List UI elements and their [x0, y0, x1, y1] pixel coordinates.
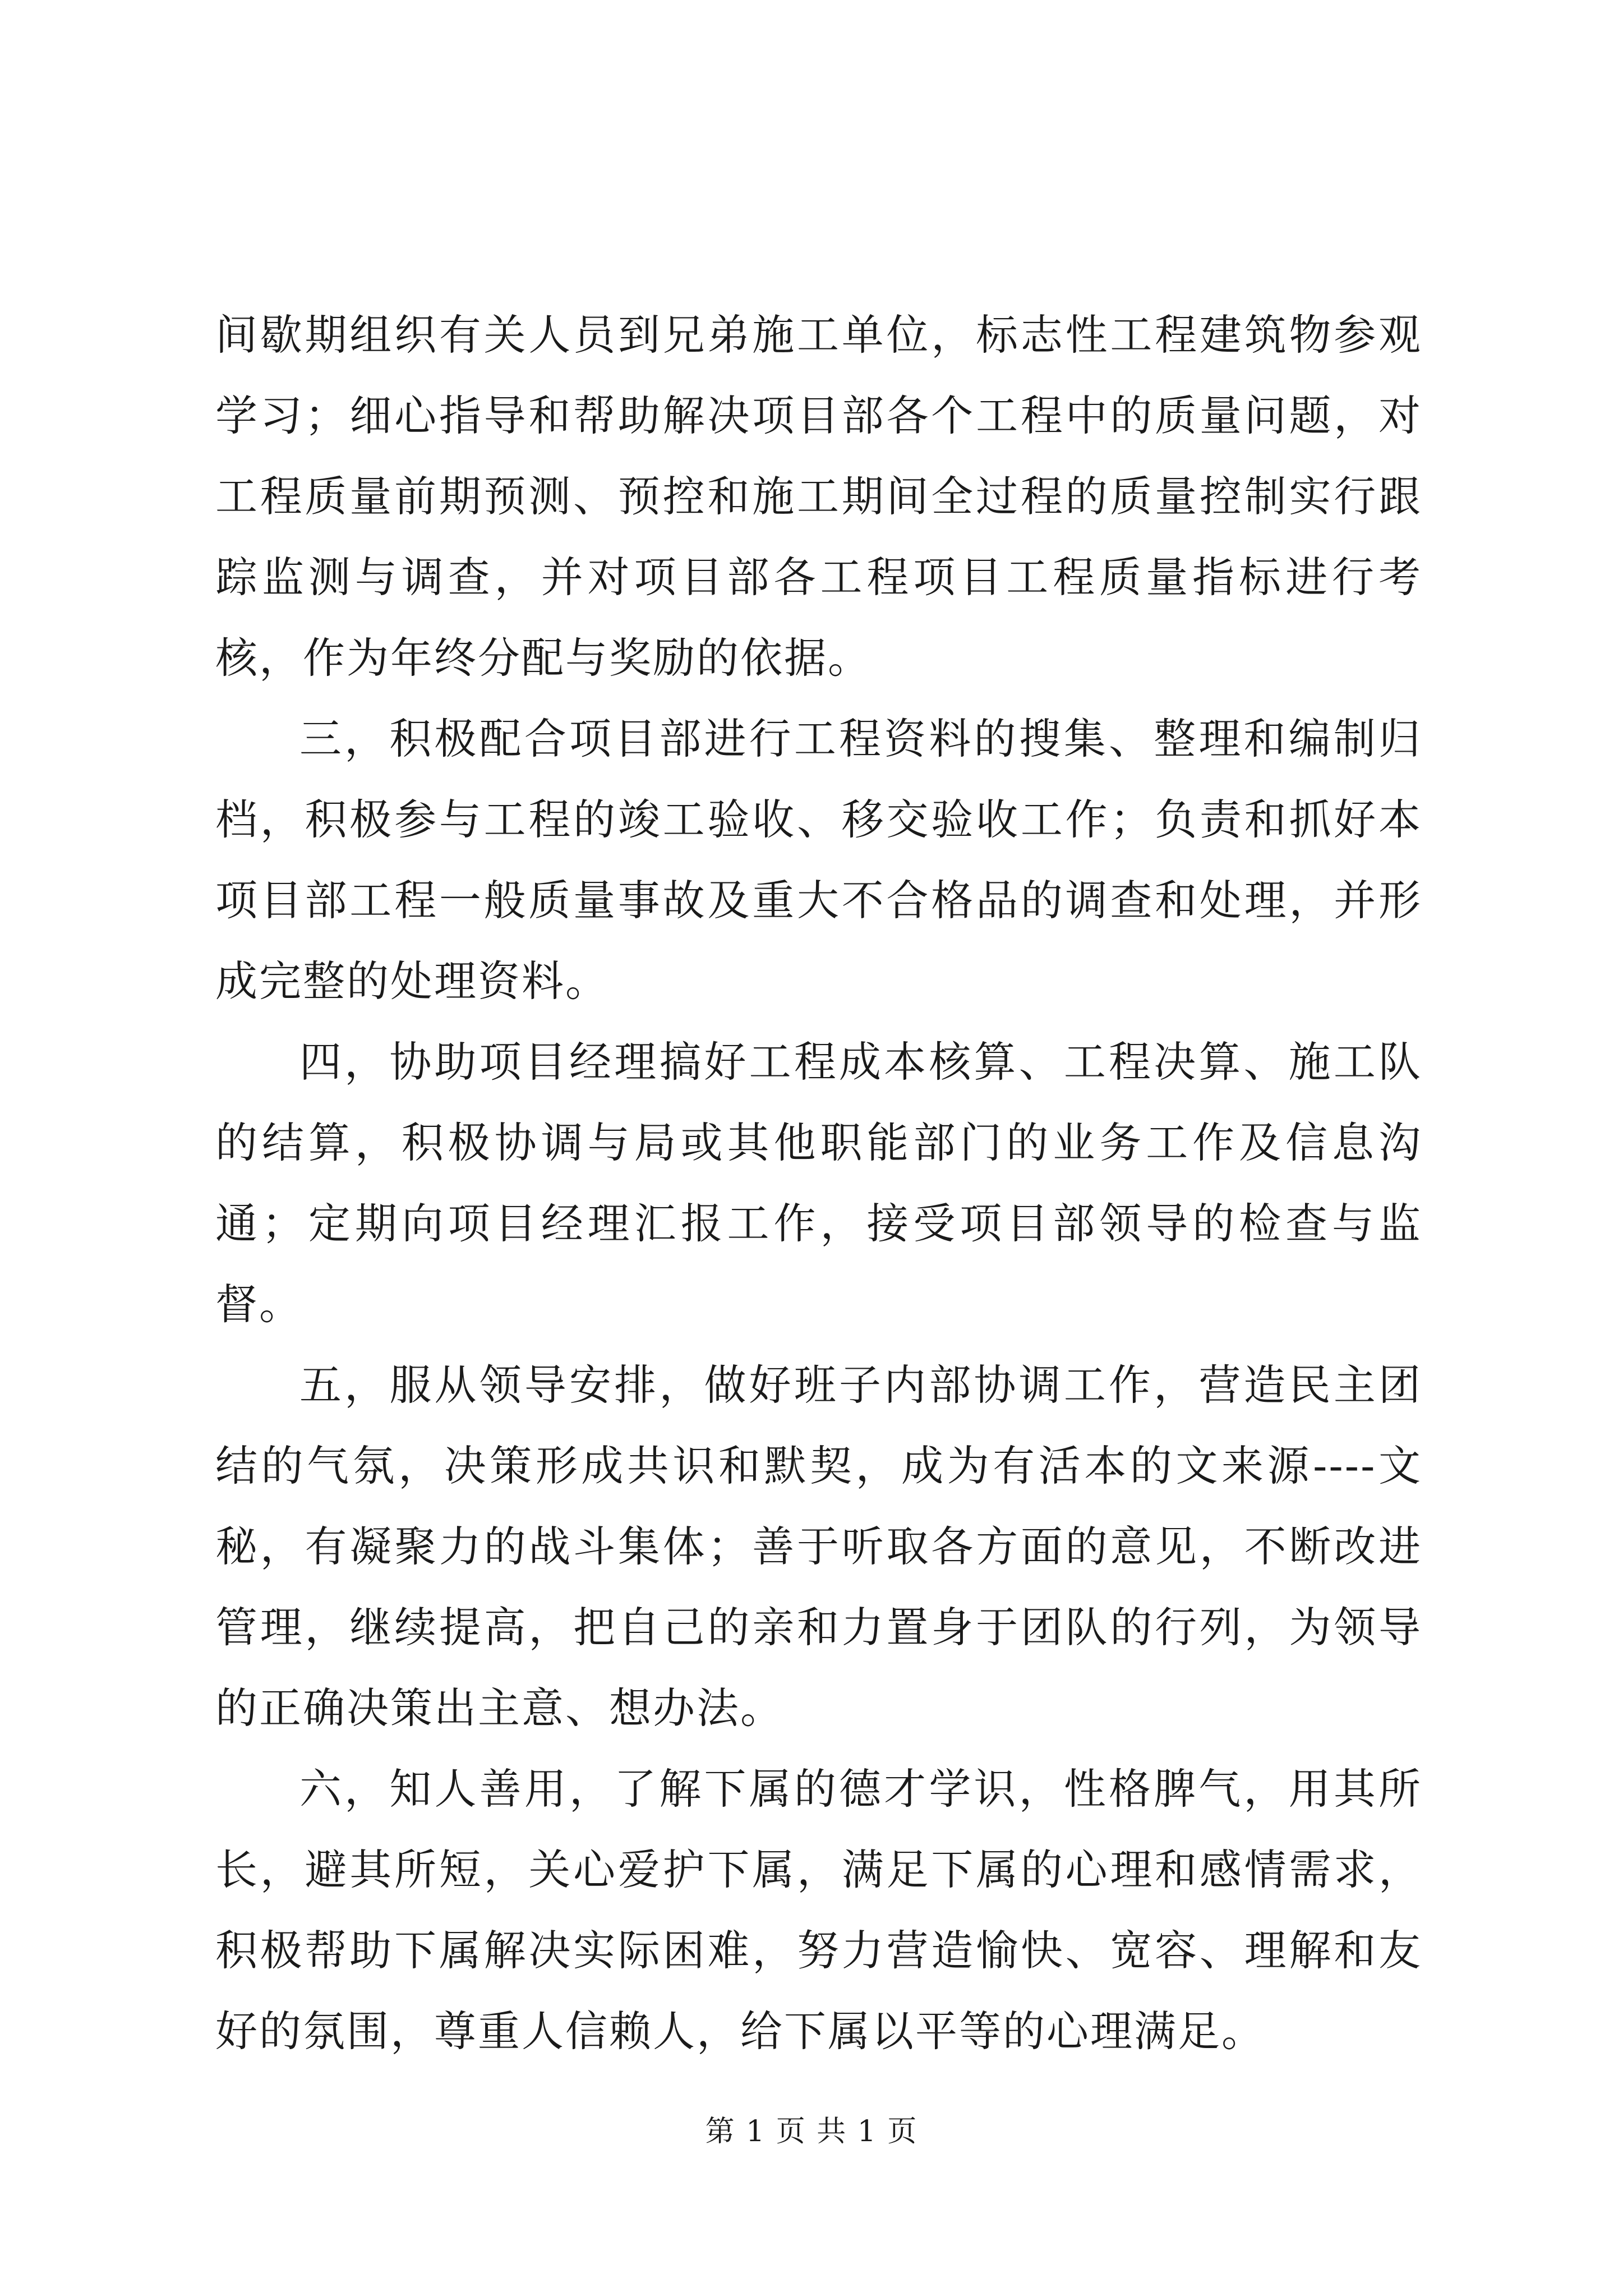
- paragraph-continuation: 间歇期组织有关人员到兄弟施工单位，标志性工程建筑物参观学习；细心指导和帮助解决项目部各个工程中的质量问题，对工程质量前期预测、预控和施工期间全过程的质量控制实行跟踪监测与调查，并对项目部各工程项目工程质量指标进行考核，作为年终分配与奖励的依据。: [215, 310, 1422, 683]
- paragraph-four: 四，协助项目经理搞好工程成本核算、工程决算、施工队的结算，积极协调与局或其他职能部门的业务工作及信息沟通；定期向项目经理汇报工作，接受项目部领导的检查与监督。: [215, 1037, 1422, 1329]
- document-body: [215, 295, 1422, 2072]
- page-footer: 第 1 页 共 1 页: [705, 2115, 918, 2148]
- paragraph-six: 六，知人善用，了解下属的德才学识，性格脾气，用其所长，避其所短，关心爱护下属，满足下属的心理和感情需求，积极帮助下属解决实际困难，努力营造愉快、宽容、理解和友好的氛围，尊重人信赖人，给下属以平等的心理满足。: [215, 1764, 1422, 2056]
- paragraph-three: 三，积极配合项目部进行工程资料的搜集、整理和编制归档，积极参与工程的竣工验收、移交验收工作；负责和抓好本项目部工程一般质量事故及重大不合格品的调查和处理，并形成完整的处理资料。: [215, 714, 1422, 1006]
- paragraph-five: 五，服从领导安排，做好班子内部协调工作，营造民主团结的气氛，决策形成共识和默契，成为有活本的文来源----文秘，有凝聚力的战斗集体；善于听取各方面的意见，不断改进管理，继续提高，把自己的亲和力置身于团队的行列，为领导的正确决策出主意、想办法。: [215, 1360, 1422, 1733]
